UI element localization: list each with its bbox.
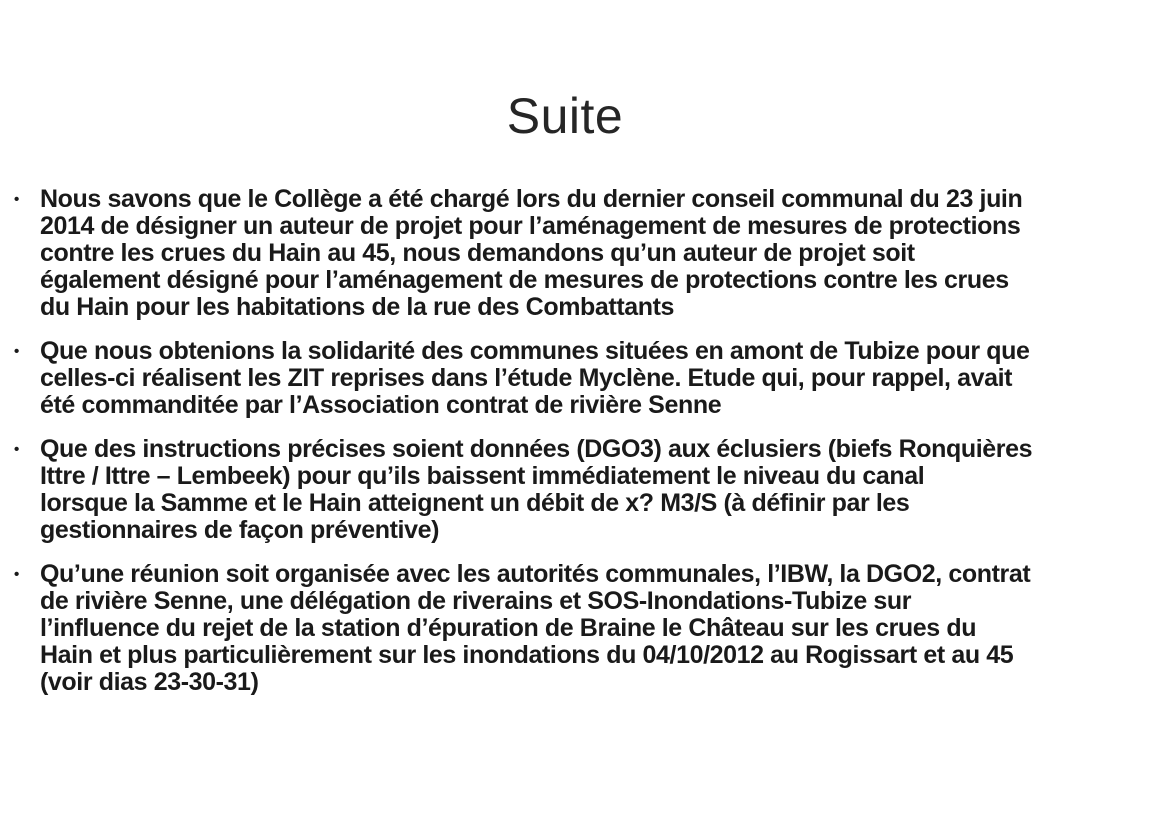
bullet-text-line: celles-ci réalisent les ZIT reprises dans l’étude Myclène. Etude qui, pour rappel, avait <box>40 364 1013 392</box>
bullet-marker-icon: • <box>14 441 20 458</box>
bullet-text-line: l’influence du rejet de la station d’épuration de Braine le Château sur les crues du <box>40 614 977 642</box>
bullet-marker-icon: • <box>14 566 20 583</box>
bullet-item <box>14 186 1164 321</box>
bullet-text-line: Que des instructions précises soient données (DGO3) aux éclusiers (biefs Ronquières <box>40 435 1033 463</box>
bullet-text-line: (voir dias 23-30-31) <box>40 668 259 696</box>
bullet-marker-icon: • <box>14 343 20 360</box>
bullet-text-line: Nous savons que le Collège a été chargé lors du dernier conseil communal du 23 juin <box>40 185 1023 213</box>
bullet-text-line: Que nous obtenions la solidarité des communes situées en amont de Tubize pour que <box>40 337 1030 365</box>
bullet-text-line: du Hain pour les habitations de la rue des Combattants <box>40 293 675 321</box>
bullet-text-line: également désigné pour l’aménagement de mesures de protections contre les crues <box>40 266 1009 294</box>
bullet-item <box>14 436 1164 544</box>
bullet-text-line: contre les crues du Hain au 45, nous demandons qu’un auteur de projet soit <box>40 239 915 267</box>
bullet-text-line: Qu’une réunion soit organisée avec les autorités communales, l’IBW, la DGO2, contrat <box>40 560 1031 588</box>
bullet-text-line: de rivière Senne, une délégation de riverains et SOS-Inondations-Tubize sur <box>40 587 912 615</box>
bullet-list <box>14 186 1164 713</box>
bullet-text <box>40 436 1032 544</box>
bullet-text-line: gestionnaires de façon préventive) <box>40 516 440 544</box>
bullet-item <box>14 561 1164 696</box>
bullet-marker-icon: • <box>14 191 20 208</box>
bullet-text <box>40 561 1030 696</box>
bullet-text <box>40 338 1030 419</box>
bullet-text-line: 2014 de désigner un auteur de projet pour l’aménagement de mesures de protections <box>40 212 1021 240</box>
bullet-text-line: été commanditée par l’Association contrat de rivière Senne <box>40 391 722 419</box>
slide-title: Suite <box>506 88 624 144</box>
bullet-text <box>40 186 1022 321</box>
bullet-text-line: lorsque la Samme et le Hain atteignent un débit de x? M3/S (à définir par les <box>40 489 910 517</box>
bullet-text-line: Ittre / Ittre – Lembeek) pour qu’ils baissent immédiatement le niveau du canal <box>40 462 925 490</box>
bullet-text-line: Hain et plus particulièrement sur les inondations du 04/10/2012 au Rogissart et au 45 <box>40 641 1014 669</box>
bullet-item <box>14 338 1164 419</box>
